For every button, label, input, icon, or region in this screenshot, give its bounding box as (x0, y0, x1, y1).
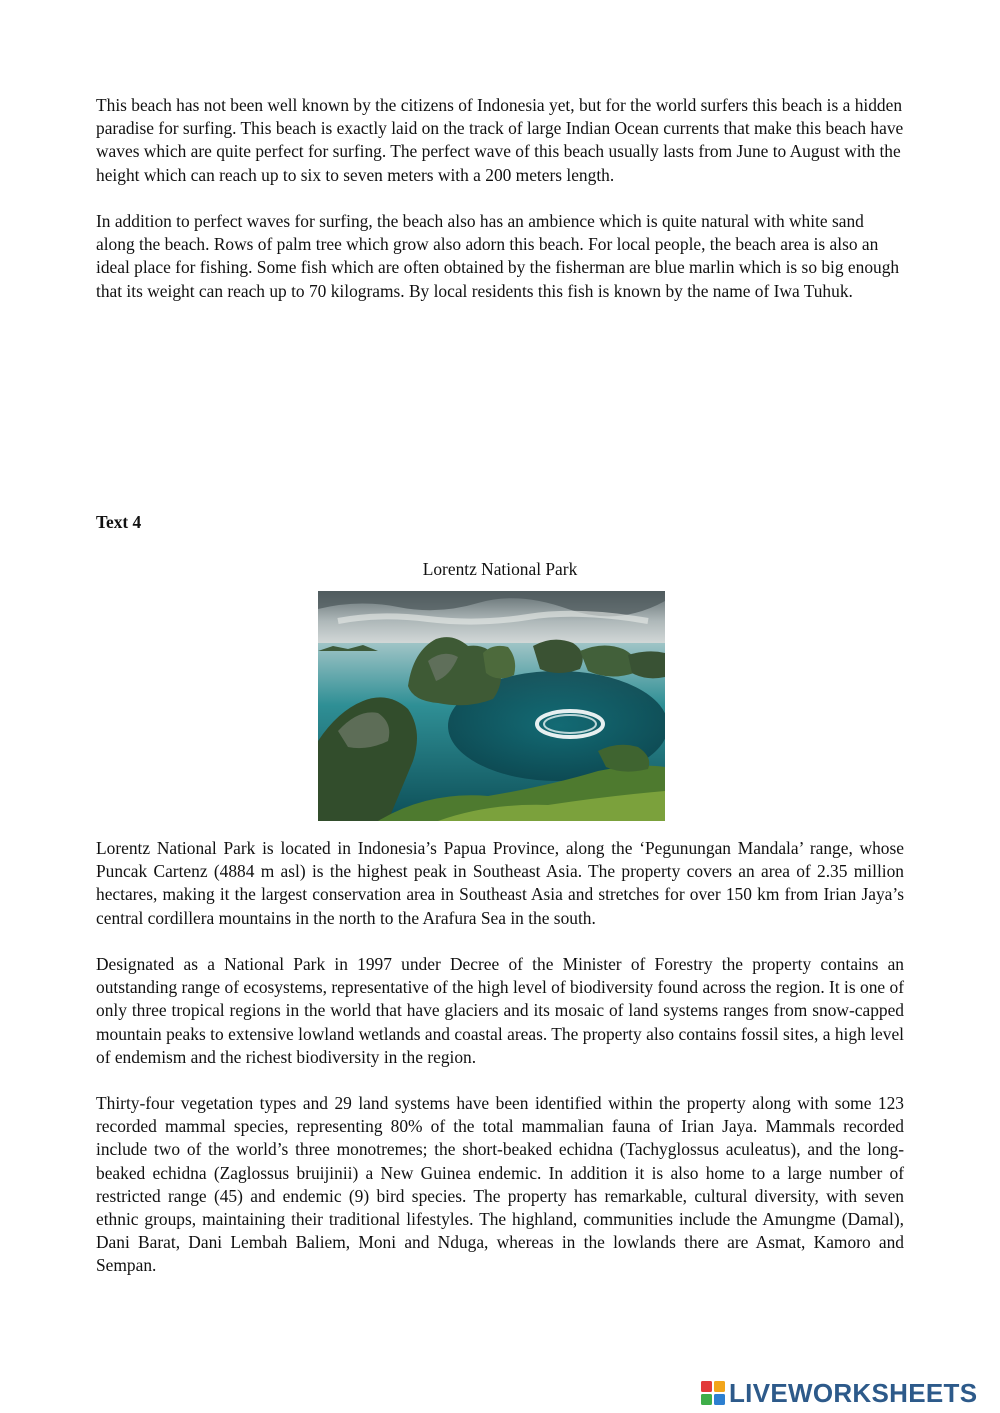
liveworksheets-watermark (700, 1378, 977, 1408)
islands-lagoon-photo (318, 591, 665, 821)
text-heading: Text 4 (96, 512, 142, 532)
watermark-text: LIVEWORKSHEETS (729, 1377, 978, 1408)
paragraph-beach-surfing: This beach has not been well known by the citizens of Indonesia yet, but for the world surfers this beach is a hidden paradise for surfing. This beach is exactly laid on the track of large Indian Ocean currents that make this beach have waves which are quite perfect for surfing. The perfect wave of this beach usually lasts from June to August with the height which can reach up to six to seven meters with a 200 meters length. (96, 95, 904, 185)
liveworksheets-logo-icon (700, 1380, 726, 1406)
page-title: Lorentz National Park (422, 559, 578, 579)
paragraph-park-designation: Designated as a National Park in 1997 under Decree of the Minister of Forestry the property contains an outstanding range of ecosystems, representative of the high level of biodiversity found across the region. It is one of only three tropical regions in the world that have glaciers and its mosaic of land systems ranges from snow-capped mountain peaks to extensive lowland wetlands and coastal areas. The property also contains fossil sites, a high level of endemism and the richest biodiversity in the region. (96, 954, 904, 1067)
paragraph-beach-ambience: In addition to perfect waves for surfing, the beach also has an ambience which is quite natural with white sand along the beach. Rows of palm tree which grow also adorn this beach. For local people, the beach area is also an ideal place for fishing. Some fish which are often obtained by the fisherman are blue marlin which is so big enough that its weight can reach up to 70 kilograms. By local residents this fish is known by the name of Iwa Tuhuk. (96, 211, 900, 301)
paragraph-park-biodiversity: Thirty-four vegetation types and 29 land systems have been identified within the property along with some 123 recorded mammal species, representing 80% of the total mammalian fauna of Irian Jaya. Mammals recorded include two of the world’s three monotremes; the short-beaked echidna (Tachyglossus aculeatus), and the long-beaked echidna (Zaglossus bruijinii) a New Guinea endemic. In addition it is also home to a large number of restricted range (45) and endemic (9) bird species. The property has remarkable, cultural diversity, with seven ethnic groups, maintaining their traditional lifestyles. The highland, communities include the Amungme (Damal), Dani Barat, Dani Lembah Baliem, Moni and Nduga, whereas in the lowlands there are Asmat, Kamoro and Sempan. (96, 1093, 904, 1276)
paragraph-park-location: Lorentz National Park is located in Indonesia’s Papua Province, along the ‘Pegunungan Mandala’ range, whose Puncak Cartenz (4884 m asl) is the highest peak in Southeast Asia. The property covers an area of 2.35 million hectares, making it the largest conservation area in Southeast Asia and stretches for over 150 km from Irian Jaya’s central cordillera mountains in the north to the Arafura Sea in the south. (96, 838, 904, 928)
